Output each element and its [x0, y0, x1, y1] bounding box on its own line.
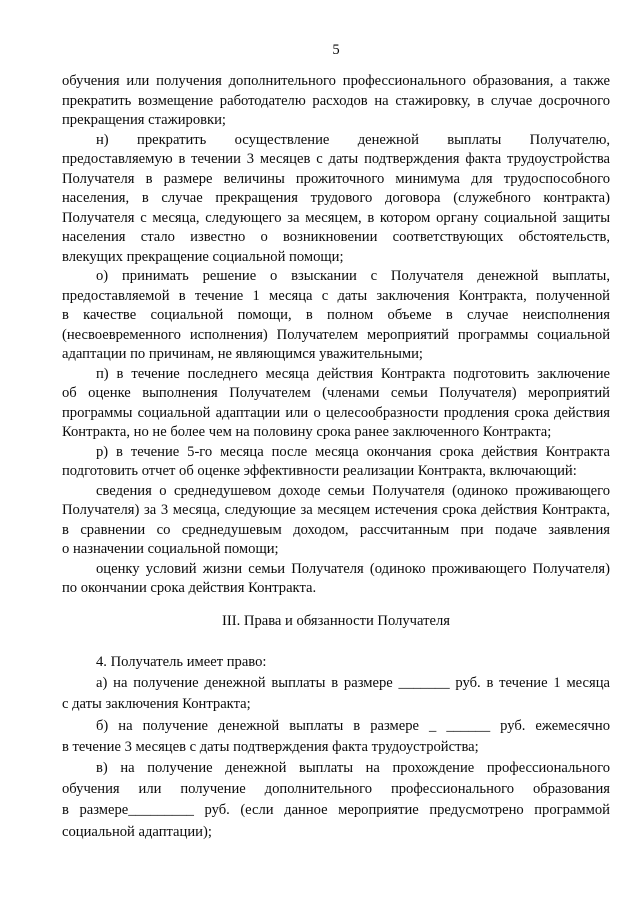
text-line: н) прекратить осуществление денежной выплаты Получателю,	[96, 131, 610, 148]
text-line: Получателя) за 3 месяца, следующие за месяцем истечения срока действия Контракта,	[62, 502, 610, 518]
text-line: прекращения стажировки;	[62, 112, 226, 128]
text-line: в размере_________ руб. (если данное мероприятие предусмотрено программой	[62, 802, 610, 819]
text-line: в) на получение денежной выплаты на прохождение профессионального	[96, 760, 610, 777]
text-line: предоставляемой в течение 1 месяца с даты заключения Контракта, полученной	[62, 287, 610, 304]
text-line: а) на получение денежной выплаты в размере _______ руб. в течение 1 месяца	[96, 675, 610, 692]
text-line: обучения или получение дополнительного профессионального образования	[62, 781, 610, 798]
text-line: социальной адаптации);	[62, 823, 212, 840]
text-line: предоставляемую в течении 3 месяцев с даты подтверждения факта трудоустройства	[62, 151, 610, 167]
paragraph	[62, 267, 610, 365]
text-line: подготовить отчет об оценке эффективности реализации Контракта, включающий:	[62, 463, 577, 479]
text-line: в течение 3 месяцев с даты подтверждения факта трудоустройства;	[62, 738, 479, 755]
text-line: о назначении социальной помощи;	[62, 541, 279, 557]
body-text-lower	[62, 652, 610, 843]
body-text-upper	[62, 72, 610, 599]
text-line: Получателя с месяца, следующего за месяцем, в котором органу социальной защиты	[62, 209, 610, 226]
text-line: Получателя в размере величины прожиточного минимума для трудоспособного	[62, 170, 610, 187]
text-line: б) на получение денежной выплаты в размере _ ______ руб. ежемесячно	[96, 717, 610, 734]
paragraph	[62, 673, 610, 715]
text-line: в сравнении со среднедушевым доходом, рассчитанным при подаче заявления	[62, 521, 610, 538]
section-heading: III. Права и обязанности Получателя	[222, 613, 450, 629]
text-line: населения, в случае прекращения трудового договора (служебного контракта)	[62, 190, 610, 206]
text-line: Контракта, но не более чем на половину срока ранее заключенного Контракта;	[62, 424, 552, 440]
text-line: влекущих прекращение социальной помощи;	[62, 248, 344, 265]
paragraph	[62, 443, 610, 482]
text-line: программы социальной адаптации или о целесообразности продления срока действия	[62, 404, 610, 421]
text-line: о) принимать решение о взыскании с Получателя денежной выплаты,	[96, 268, 610, 284]
text-line: об оценке выполнения Получателем (членами семьи Получателя) мероприятий	[62, 385, 610, 401]
paragraph	[62, 365, 610, 443]
text-line: прекратить возмещение работодателю расходов на стажировку, в случае досрочного	[62, 92, 610, 109]
text-line: адаптации по причинам, не являющимся уважительными;	[62, 346, 423, 362]
paragraph	[62, 131, 610, 268]
text-line: п) в течение последнего месяца действия Контракта подготовить заключение	[96, 365, 610, 382]
text-line: с даты заключения Контракта;	[62, 696, 251, 713]
paragraph	[62, 482, 610, 560]
text-line: по окончании срока действия Контракта.	[62, 580, 317, 596]
text-line: обучения или получения дополнительного профессионального образования, а также	[62, 73, 610, 89]
text-line: р) в течение 5-го месяца после месяца окончания срока действия Контракта	[96, 443, 610, 460]
paragraph	[62, 72, 610, 131]
text-line: сведения о среднедушевом доходе семьи Получателя (одиноко проживающего	[96, 482, 610, 499]
page-number: 5	[332, 42, 340, 58]
text-line: в качестве социальной помощи, в полном объеме в случае неисполнения	[62, 307, 610, 323]
paragraph	[62, 560, 610, 599]
text-line: 4. Получатель имеет право:	[96, 654, 267, 670]
paragraph	[62, 716, 610, 758]
paragraph	[62, 758, 610, 843]
paragraph	[62, 652, 610, 673]
text-line: (несвоевременного исполнения) Получателем мероприятий программы социальной	[62, 326, 610, 343]
text-line: оценку условий жизни семьи Получателя (одиноко проживающего Получателя)	[96, 560, 610, 577]
text-line: населения стало известно о возникновении соответствующих обстоятельств,	[62, 229, 610, 245]
